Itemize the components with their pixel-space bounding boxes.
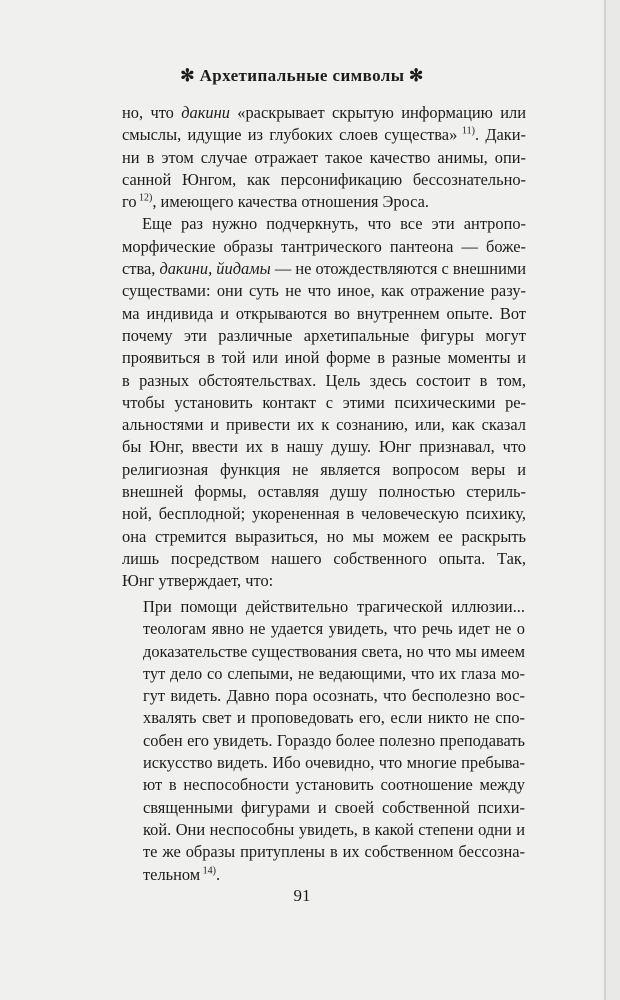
footnote-ref: 12) xyxy=(136,192,153,204)
text-line: смыслы, идущие из глубоких слоев существа» $^{11)}$. Даки- xyxy=(122,125,526,145)
text-line: в разных обстоятельствах. Цель здесь состоит в том, xyxy=(122,370,526,390)
text-line: лишь посредством нашего собственного опыта. Так, xyxy=(122,548,526,568)
running-header xyxy=(0,66,604,86)
main-text xyxy=(122,102,526,593)
text-line: ной, бесплодной; укорененная в человеческую психику, xyxy=(122,504,526,524)
text-line: ма индивида и открываются во внутреннем опыте. Вот xyxy=(122,303,526,323)
text-line: бы Юнг, ввести их в нашу душу. Юнг признавал, что xyxy=(122,437,526,457)
text-line: религиозная функция не является вопросом веры и xyxy=(122,459,526,479)
text-line: ни в этом случае отражает такое качество анимы, опи- xyxy=(122,147,526,167)
text-line: чтобы установить контакт с этими психическими ре- xyxy=(122,392,526,412)
text-line: ства, дакини, йидамы — не отождествляются с внешними xyxy=(122,259,526,279)
text-line: существами: они суть не что иное, как отражение разу- xyxy=(122,281,526,301)
footnote-ref: 11) xyxy=(457,125,475,137)
running-title: ✻ Архетипальные символы ✻ xyxy=(180,66,424,85)
quote-line: При помощи действительно трагической иллюзии... xyxy=(143,597,525,616)
text-line: но, что дакини «раскрывает скрытую информацию или xyxy=(122,103,526,122)
text-line: альностями и привести их к сознанию, или, как сказал xyxy=(122,415,526,435)
block-quote xyxy=(143,596,525,886)
text-line: санной Юнгом, как персонификацию бессознательно- xyxy=(122,169,526,189)
text-line: го $^{12)}$, имеющего качества отношения Эроса. xyxy=(122,192,429,212)
text-line: морфические образы тантрического пантеона — боже- xyxy=(122,236,526,256)
text-line: внешней формы, оставляя душу полностью стериль- xyxy=(122,482,526,502)
quote-line: гут видеть. Давно пора осознать, что бесполезно вос- xyxy=(143,686,525,706)
quote-line: искусство видеть. Ибо очевидно, что многие пребыва- xyxy=(143,753,525,773)
quote-line: священными фигурами и своей собственной психи- xyxy=(143,797,525,817)
quote-line: тут дело со слепыми, не ведающими, что их глаза мо- xyxy=(143,663,525,683)
text-line: она стремится выразиться, но мы можем ее раскрыть xyxy=(122,526,526,546)
quote-line: теологам явно не удается увидеть, что речь идет не о xyxy=(143,619,525,639)
quote-line: хвалять свет и проповедовать его, если никто не спо- xyxy=(143,708,525,728)
quote-line: доказательстве существования света, но что мы имеем xyxy=(143,641,525,661)
quote-line: ют в неспособности установить соотношение между xyxy=(143,775,525,795)
text-line: Юнг утверждает, что: xyxy=(122,571,274,591)
page-number: 91 xyxy=(293,886,311,905)
quote-line: те же образы притуплены в их собственном бессозна- xyxy=(143,842,525,862)
text-line: Еще раз нужно подчеркнуть, что все эти антропо- xyxy=(142,214,526,234)
quote-line: собен его увидеть. Гораздо более полезно преподавать xyxy=(143,730,525,750)
quote-line: тельном $^{14)}$. xyxy=(143,864,221,884)
quote-line: кой. Они неспособны увидеть, в какой степени одни и xyxy=(143,819,525,839)
text-line: почему эти различные архетипальные фигуры могут xyxy=(122,325,526,345)
footnote-ref: 14) xyxy=(200,865,216,877)
text-line: проявиться в той или иной форме в разные моменты и xyxy=(122,348,526,368)
